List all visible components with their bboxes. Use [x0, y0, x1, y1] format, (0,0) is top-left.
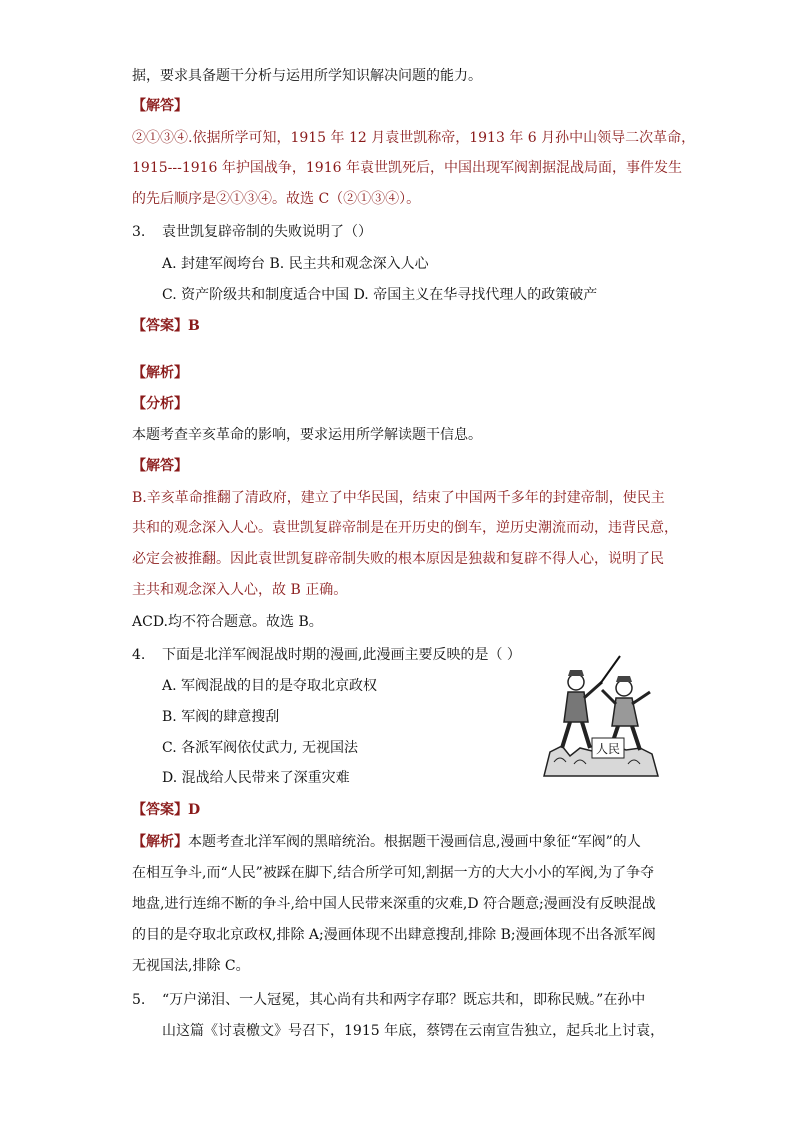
- q4-jiexi-line-1: [132, 832, 672, 852]
- q3-stem: 袁世凯复辟帝制的失败说明了（）: [162, 224, 372, 240]
- q3-tail: ACD.均不符合题意。故选 B。: [132, 614, 323, 630]
- q3-jieda-line-1: B.辛亥革命推翻了清政府，建立了中华民国，结束了中国两千多年的封建帝制，使民主: [132, 490, 665, 506]
- warlord-cartoon-image: [540, 652, 662, 780]
- q4-option-a: A. 军阀混战的目的是夺取北京政权: [162, 678, 378, 694]
- q4-jiexi-text-1: 本题考查北洋军阀的黑暗统治。根据题干漫画信息,漫画中象征“军阀”的人: [188, 834, 641, 850]
- q3-jieda-line-3: 必定会被推翻。因此袁世凯复辟帝制失败的根本原因是独裁和复辟不得人心，说明了民: [132, 551, 664, 567]
- q3-answer: 【答案】B: [132, 318, 200, 334]
- q4-jiexi-line-5: 无视国法,排除 C。: [132, 958, 250, 974]
- q3-fenxi-label: 【分析】: [132, 396, 188, 412]
- q4-option-d: D. 混战给人民带来了深重灾难: [162, 770, 350, 786]
- q3-fenxi-text: 本题考查辛亥革命的影响，要求运用所学解读题干信息。: [132, 427, 482, 443]
- q2-jieda-label: 【解答】: [132, 98, 188, 114]
- q2-jieda-line-2: 1915---1916 年护国战争，1916 年袁世凯死后，中国出现军阀割据混战局面，事件发生: [132, 160, 682, 176]
- q4-jiexi-line-2: 在相互争斗,而“人民”被踩在脚下,结合所学可知,割据一方的大大小小的军阀,为了争夺: [132, 865, 655, 881]
- q3-jieda-line-4: 主共和观念深入人心，故 B 正确。: [132, 582, 348, 598]
- q3-jieda-line-2: 共和的观念深入人心。袁世凯复辟帝制是在开历史的倒车，逆历史潮流而动，违背民意，: [132, 520, 678, 536]
- q3-jieda-label: 【解答】: [132, 458, 188, 474]
- q3-number: 3.: [132, 224, 146, 240]
- q3-jiexi-label: 【解析】: [132, 365, 188, 381]
- q4-stem: 下面是北洋军阀混战时期的漫画,此漫画主要反映的是（ ）: [162, 647, 521, 663]
- cartoon-label-people: 人民: [595, 742, 621, 756]
- q4-option-b: B. 军阀的肆意搜刮: [162, 709, 280, 725]
- q2-jieda-line-1: ②①③④.依据所学可知，1915 年 12 月袁世凯称帝，1913 年 6 月孙中山领导二次革命，: [132, 130, 696, 146]
- q4-option-c: C. 各派军阀依仗武力, 无视国法: [162, 740, 359, 756]
- q3-options-line-2: C. 资产阶级共和制度适合中国 D. 帝国主义在华寻找代理人的政策破产: [162, 287, 598, 303]
- q5-line-2: 山这篇《讨袁檄文》号召下，1915 年底，蔡锷在云南宣告独立，起兵北上讨袁，: [162, 1023, 665, 1039]
- q4-jiexi-line-4: 的目的是夺取北京政权,排除 A;漫画体现不出肆意搜刮,排除 B;漫画体现不出各派军阀: [132, 927, 656, 943]
- q3-options-line-1: A. 封建军阀垮台 B. 民主共和观念深入人心: [162, 256, 429, 272]
- q4-number: 4.: [132, 647, 146, 663]
- q5-number: 5.: [132, 992, 146, 1008]
- q4-jiexi-label: 【解析】: [132, 834, 188, 850]
- q4-jiexi-line-3: 地盘,进行连绵不断的争斗,给中国人民带来深重的灾难,D 符合题意;漫画没有反映混战: [132, 896, 656, 912]
- q5-line-1: “万户涕泪、一人冠冕，其心尚有共和两字存耶？既忘共和，即称民贼。”在孙中: [162, 992, 646, 1008]
- q4-answer: 【答案】D: [132, 802, 201, 818]
- paragraph-continuation: 据，要求具备题干分析与运用所学知识解决问题的能力。: [132, 68, 482, 84]
- q2-jieda-line-3: 的先后顺序是②①③④。故选 C（②①③④）。: [132, 191, 421, 207]
